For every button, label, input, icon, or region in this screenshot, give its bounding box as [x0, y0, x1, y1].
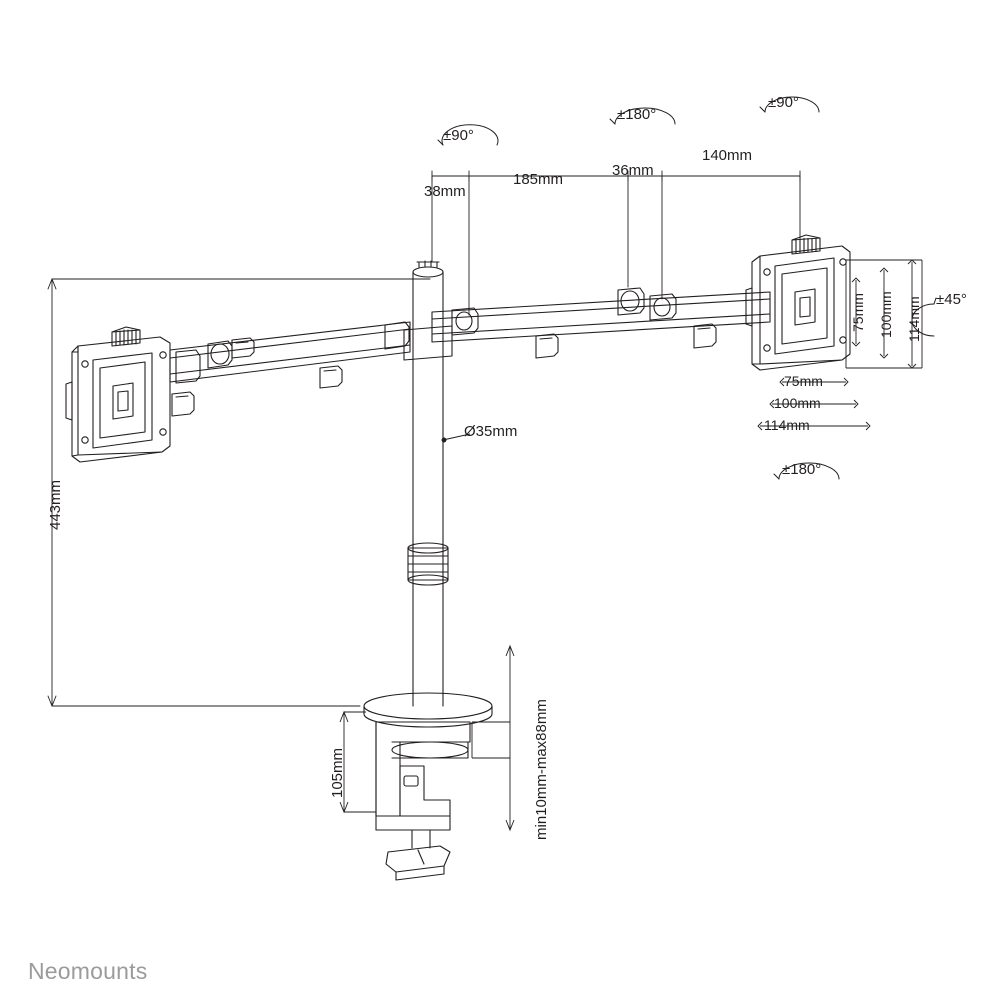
dim-label-443mm: 443mm — [47, 479, 64, 530]
desk-clamp — [364, 693, 492, 880]
dim-label-185mm: 185mm — [513, 171, 564, 188]
rotation-label-tilt: ±45° — [936, 291, 967, 308]
dim-label-105mm: 105mm — [329, 747, 346, 798]
center-pole — [404, 261, 452, 706]
vesa-horizontal-100mm: 100mm — [774, 395, 821, 411]
right-arm — [432, 288, 770, 358]
vesa-vertical-114mm: 114mm — [906, 296, 922, 342]
brand-logo: Neomounts — [28, 958, 148, 984]
left-vesa-plate — [66, 337, 170, 462]
rotation-label-middle: ±180° — [617, 106, 657, 123]
vesa-horizontal-114mm: 114mm — [764, 417, 810, 433]
left-arm — [170, 322, 410, 416]
dim-label-140mm: 140mm — [702, 147, 753, 164]
dim-label-38mm: 38mm — [424, 183, 466, 200]
left-head-knob — [112, 327, 140, 346]
right-vesa-plate — [746, 235, 850, 370]
dim-label-desk-thickness: min10mm-max88mm — [533, 699, 550, 840]
vesa-vertical-75mm: 75mm — [850, 293, 866, 332]
rotation-label-head-pan: ±180° — [782, 461, 822, 478]
vesa-horizontal-75mm: 75mm — [784, 373, 823, 389]
dim-label-36mm: 36mm — [612, 162, 654, 179]
vesa-vertical-100mm: 100mm — [878, 291, 894, 338]
rotation-label-right: ±90° — [768, 94, 799, 111]
desk-thickness-dimension — [472, 646, 514, 830]
dim-label-pole-diameter: Ø35mm — [464, 423, 518, 440]
rotation-label-left: ±90° — [443, 127, 474, 144]
